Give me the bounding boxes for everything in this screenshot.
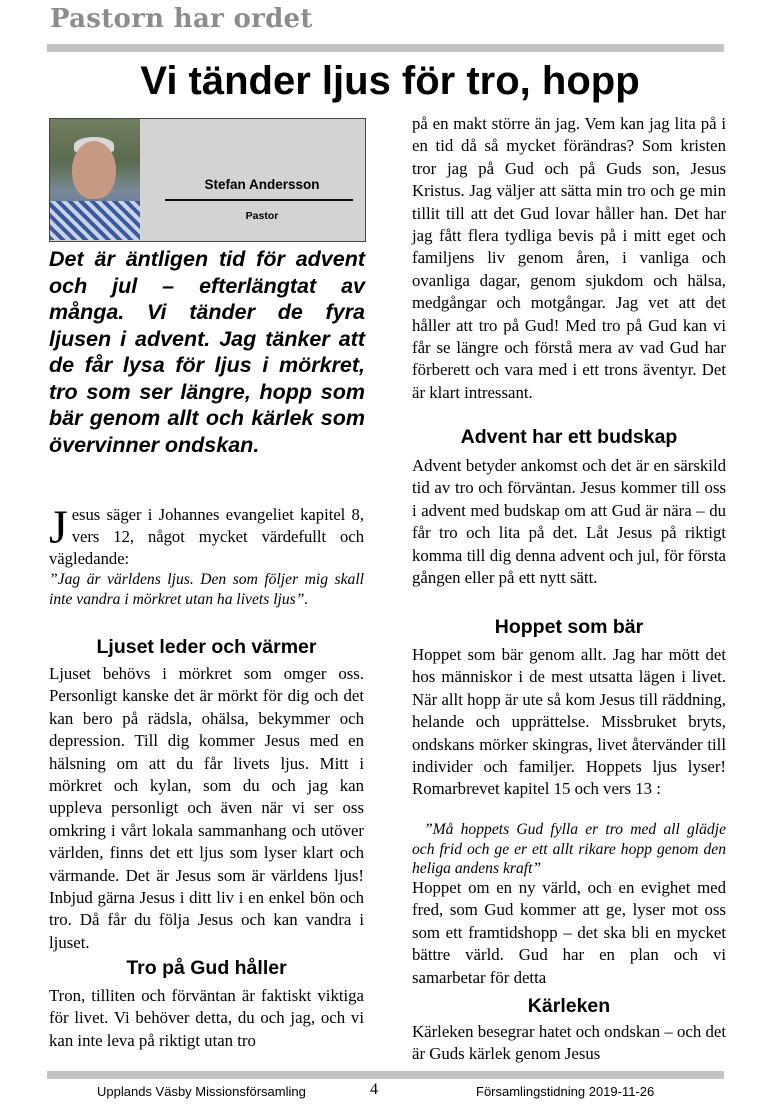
- paragraph-ljuset: Ljuset behövs i mörkret som omger oss. Personligt kanske det är mörkt för dig och det kan bero på rädsla, ohälsa, bekymmer och depression. Till dig kommer Jesus med en hälsning om att du får livets ljus. Mitt i mörkret och kylan, som du och jag kan uppleva personligt och även när vi ser oss omkring i vårt lokala sammanhang och utöver världen, finns det ett ljus som lyser klart och värmande. Det är Jesus som är världens ljus! Inbjud gärna Jesus i ditt liv i en enkel bön och tro. Då får du följa Jesus och kan vandra i ljuset.: [49, 664, 364, 952]
- lead-paragraph: Det är äntligen tid för advent och jul – efterlängtat av många. Vi tänder de fyra ljusen i advent. Jag tänker att de får lysa för ljus i mörkret, tro som ser längre, hopp som bär genom allt och kärlek som övervinner ondskan.: [49, 247, 365, 457]
- footer-issue: Församlingstidning 2019-11-26: [476, 1084, 655, 1099]
- section-label: Pastorn har ordet: [50, 4, 313, 34]
- drop-cap: J: [49, 501, 68, 554]
- intro-text: esus säger i Johannes evangeliet kapitel 8, vers 12, något mycket värdefullt och vägledande:: [49, 505, 364, 568]
- paragraph-tro: Tron, tilliten och förväntan är faktiskt viktiga för livet. Vi behöver detta, du och jag, och vi kan inte leva på riktigt utan tro: [49, 986, 364, 1050]
- author-name: Stefan Andersson: [204, 177, 320, 192]
- heading-advent: Advent har ett budskap: [460, 426, 678, 448]
- article-headline: Vi tänder ljus för tro, hopp: [140, 59, 640, 103]
- page-number: 4: [370, 1081, 378, 1098]
- signature-line: [165, 199, 353, 201]
- paragraph-tro-continued: på en makt större än jag. Vem kan jag lita på i en tid då så mycket förändras? Som kristen tror jag på Gud och på Guds son, Jesus Kristus. Jag väljer att sätta min tro och ge min tillit till att det Gud lovar håller han. Det har jag fått flera tydliga bevis på i mitt eget och familjens liv genom åren, i vanliga och ovanliga dagar, genom sjukdom och hälsa, medgångar och motgångar. Jag vet att det håller att tro på Gud! Med tro på Gud kan vi får se längre och förstå mera av vad Gud har förberett och vara med i ett trons äventyr. Det är klart intressant.: [412, 114, 726, 402]
- paragraph-advent: Advent betyder ankomst och det är en särskild tid av tro och förväntan. Jesus kommer till oss i advent med budskap om att Gud är nära – du får tro och lita på det. Låt Jesus på riktigt komma till dig denna advent och jul, för första gången eller på ett nytt sätt.: [412, 456, 726, 588]
- top-divider: [47, 44, 724, 52]
- author-photo: [50, 119, 140, 240]
- intro-block: [49, 501, 364, 609]
- bottom-divider: [47, 1071, 724, 1079]
- footer-organization: Upplands Väsby Missionsförsamling: [97, 1084, 306, 1099]
- heading-hoppet: Hoppet som bär: [494, 616, 644, 638]
- author-title: Pastor: [245, 210, 279, 222]
- paragraph-hoppet-2: Hoppet om en ny värld, och en evighet med fred, som Gud kommer att ge, lyser mot oss som ett framtidshopp – det ska bli en mycket bättre värld. Gud har en plan och vi samarbetar för detta: [412, 878, 726, 987]
- author-signature-box: [49, 118, 366, 242]
- heading-ljuset: Ljuset leder och värmer: [96, 636, 317, 658]
- paragraph-hoppet: Hoppet som bär genom allt. Jag har mött det hos människor i de mest utsatta lägen i livet. När allt hopp är ute så kom Jesus till räddning, helande och upprättelse. Missbruket bryts, ondskans mörker skingras, livet återvänder till individer och familjer. Hoppets ljus lyser! Romarbrevet kapitel 15 och vers 13 :: [412, 645, 726, 799]
- quote-hoppet: ”Må hoppets Gud fylla er tro med all glädje och frid och ge er ett allt rikare hopp genom den heliga andens kraft”: [412, 821, 726, 877]
- paragraph-karleken: Kärleken besegrar hatet och ondskan – och det är Guds kärlek genom Jesus: [412, 1022, 726, 1064]
- heading-tro: Tro på Gud håller: [126, 957, 287, 979]
- intro-quote: ”Jag är världens ljus. Den som följer mig skall inte vandra i mörkret utan ha livets ljus”.: [49, 571, 364, 608]
- heading-karleken: Kärleken: [527, 995, 611, 1017]
